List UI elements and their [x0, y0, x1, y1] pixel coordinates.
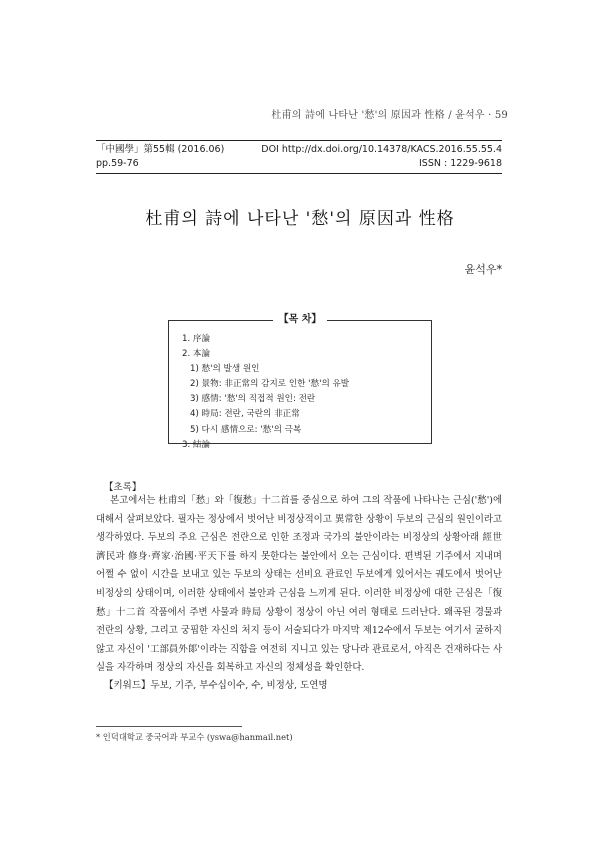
toc-item: 2) 景物: 非正常의 감지로 인한 '愁'의 유발 [190, 379, 350, 390]
toc-item: 3. 結論 [182, 439, 211, 450]
toc-heading: 【목 차】 [0, 310, 600, 325]
toc-item: 4) 時局: 전란, 국란의 非正常 [190, 409, 300, 420]
toc-item: 1) 愁'의 발생 원인 [190, 364, 260, 375]
author-footnote: * 인덕대학교 중국어과 부교수 (yswa@hanmail.net) [96, 732, 293, 742]
page-range: pp.59-76 [96, 158, 139, 169]
abstract-text: 본고에서는 杜甫의「愁」와「復愁」十二首를 중심으로 하여 그의 작품에 나타나는 근심('愁')에 대해서 살펴보았다. 필자는 정상에서 벗어난 비정상적이고 異常한 상황이 두보의 근심의 원인이라고 생각하였다. 두보의 주요 근심은 전란으로 인한 조정과 국가의 불안이라는 비정상의 상황아래 經世濟民과 修身·齊家·治國·平天下를 하지 못한다는 불안에서 오는 근심이다. 편벽된 기주에서 지내며 어쩔 수 없이 시간을 보내고 있는 두보의 상태는 선비요 관료인 두보에게 있어서는 궤도에서 벗어난 비정상의 상태이며, 이러한 상태에서 불안과 근심을 느끼게 된다. 이러한 비정상에 대한 근심은「復愁」十二首 작품에서 주변 사물과 時局 상황이 정상이 아닌 여러 형태로 드러난다. 왜곡된 경물과 전란의 상황, 그리고 궁핍한 자신의 처지 등이 서술되다가 마지막 제12수에서 두보는 여기서 굴하지 않고 자신이 '工部員外郞'이라는 직함을 여전히 지니고 있는 당나라 관료로서, 아직은 건재하다는 사실을 자각하며 정상의 자신을 회복하고 자신의 정체성을 확인한다. [96, 495, 502, 674]
paper-title: 杜甫의 詩에 나타난 '愁'의 原因과 性格 [145, 209, 455, 229]
toc-item: 3) 感情: '愁'의 직접적 원인: 전란 [190, 394, 316, 405]
toc-item: 5) 다시 感情으로: '愁'의 극복 [190, 424, 302, 435]
toc-item: 2. 本論 [182, 349, 211, 360]
journal-info: 「中國學」第55輯 (2016.06) [96, 144, 225, 155]
keywords: 【키워드】두보, 기주, 부수십이수, 수, 비정상, 도연명 [104, 680, 328, 691]
issn: ISSN : 1229-9618 [419, 158, 502, 169]
footnote-divider [96, 726, 242, 727]
toc-item: 1. 序論 [182, 334, 211, 344]
running-head: 杜甫의 詩에 나타난 '愁'의 原因과 性格 / 윤석우 · 59 [271, 110, 508, 121]
toc-list [182, 332, 349, 453]
doi[interactable]: DOI http://dx.doi.org/10.14378/KACS.2016.55.55.4 [261, 144, 502, 155]
abstract-label: 【초록】 [104, 482, 142, 493]
author-name: 윤석우* [464, 263, 502, 276]
article-header [96, 140, 502, 174]
